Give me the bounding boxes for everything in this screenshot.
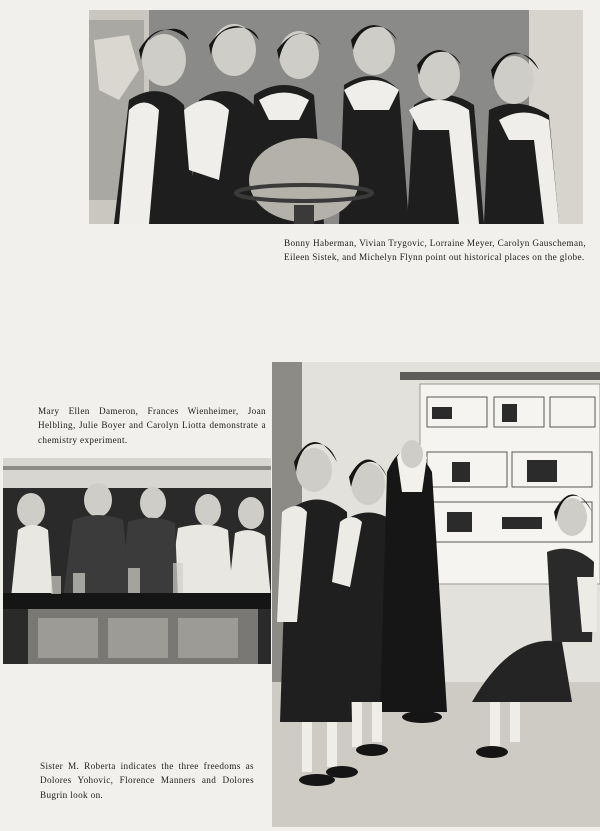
caption-freedoms: Sister M. Roberta indicates the three freedoms as Dolores Yohovic, Florence Manners and Dolores Bugrin look on. [40, 761, 254, 800]
caption-globe: Bonny Haberman, Vivian Trygovic, Lorraine Meyer, Carolyn Gauscheman, Eileen Sistek, and Michelyn Flynn point out historical places on the globe. [284, 238, 586, 263]
photo-freedoms [272, 362, 600, 827]
photo-globe [89, 10, 583, 224]
caption-chemistry: Mary Ellen Dameron, Frances Wienheimer, Joan Helbling, Julie Boyer and Carolyn Liotta demonstrate a chemistry experiment. [38, 406, 266, 445]
photo-chemistry [3, 458, 271, 664]
